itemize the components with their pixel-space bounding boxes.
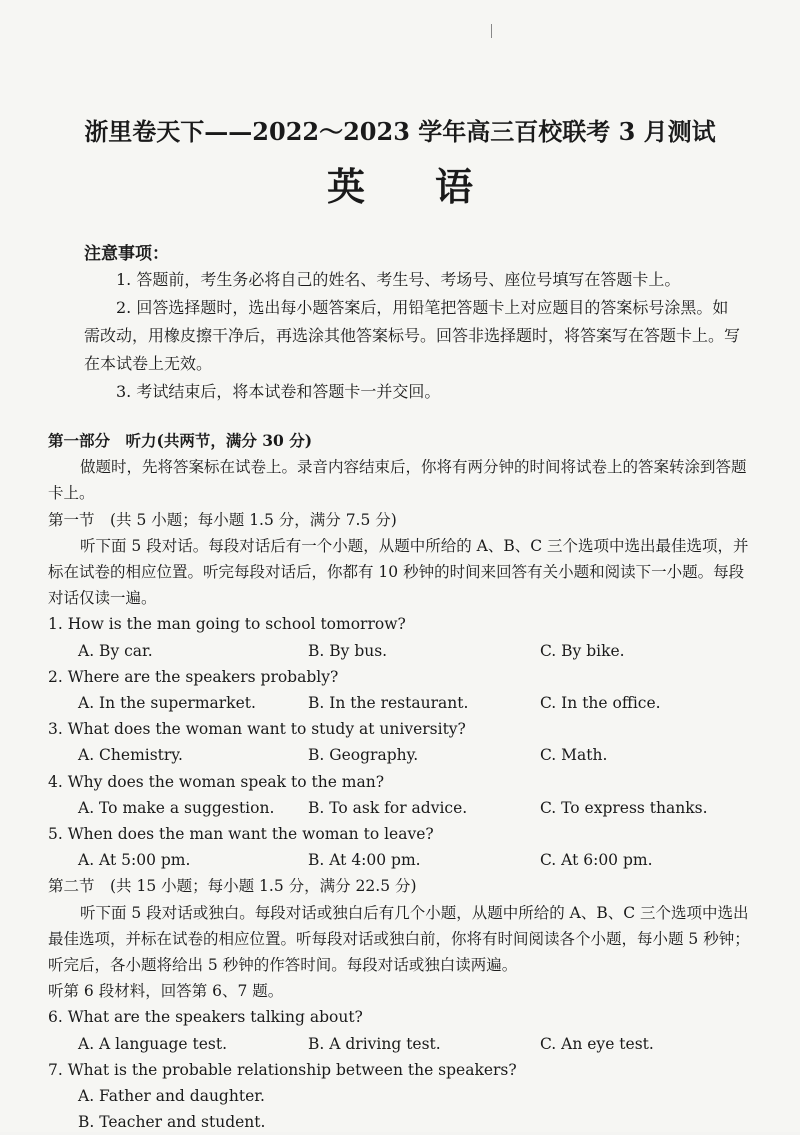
scan-mark bbox=[491, 24, 492, 38]
question-options bbox=[48, 690, 758, 716]
notes-list bbox=[84, 266, 744, 406]
question-stem: 3. What does the woman want to study at university? bbox=[48, 720, 466, 739]
option-c: C. An eye test. bbox=[540, 1034, 654, 1053]
question-options bbox=[48, 847, 758, 873]
option-a: A. By car. bbox=[78, 641, 153, 660]
question-options bbox=[48, 742, 758, 768]
question-stem: 4. Why does the woman speak to the man? bbox=[48, 772, 385, 791]
note-item: 3. 考试结束后，将本试卷和答题卡一并交回。 bbox=[116, 382, 441, 401]
subject-title: 英语 bbox=[326, 164, 543, 209]
part-intro: 做题时，先将答案标在试卷上。录音内容结束后，你将有两分钟的时间将试卷上的答案转涂到答题卡上。 bbox=[48, 458, 747, 503]
question-stem: 7. What is the probable relationship between the speakers? bbox=[48, 1060, 517, 1079]
part-heading: 第一部分 听力(共两节，满分 30 分) bbox=[48, 431, 313, 450]
option-c: C. To express thanks. bbox=[540, 798, 708, 817]
option-a: A. In the supermarket. bbox=[78, 694, 256, 713]
question-stem: 6. What are the speakers talking about? bbox=[48, 1008, 363, 1027]
question-stem: 1. How is the man going to school tomorrow? bbox=[48, 615, 406, 634]
option-b: B. To ask for advice. bbox=[308, 798, 468, 817]
option-b: B. By bus. bbox=[308, 641, 388, 660]
question-stem: 5. When does the man want the woman to leave? bbox=[48, 825, 434, 844]
option-a: A. To make a suggestion. bbox=[78, 798, 275, 817]
option-c: C. By bike. bbox=[540, 641, 625, 660]
note-item: 2. 回答选择题时，选出每小题答案后，用铅笔把答题卡上对应题目的答案标号涂黑。如需改动，用橡皮擦干净后，再选涂其他答案标号。回答非选择题时，将答案写在答题卡上。写在本试卷上无效。 bbox=[84, 298, 741, 373]
option-a: A. Father and daughter. bbox=[78, 1087, 265, 1106]
option-a: A. Chemistry. bbox=[78, 746, 183, 765]
question-stem: 2. Where are the speakers probably? bbox=[48, 667, 339, 686]
notes-heading: 注意事项： bbox=[84, 244, 169, 264]
section2-instructions: 听下面 5 段对话或独白。每段对话或独白后有几个小题，从题中所给的 A、B、C 三个选项中选出最佳选项，并标在试卷的相应位置。听每段对话或独白前，你将有时间阅读各个小题，每小题 5 秒钟；听完后，各小题将给出 5 秒钟的作答时间。每段对话或独白读两遍。 bbox=[48, 903, 750, 975]
option-a: A. A language test. bbox=[78, 1034, 228, 1053]
material-line: 听第 6 段材料，回答第 6、7 题。 bbox=[48, 982, 284, 1001]
section2-heading: 第二节 (共 15 小题；每小题 1.5 分，满分 22.5 分) bbox=[48, 877, 417, 896]
option-b: B. A driving test. bbox=[308, 1034, 441, 1053]
option-b: B. Teacher and student. bbox=[78, 1113, 266, 1132]
question-options bbox=[48, 638, 758, 664]
option-b: B. In the restaurant. bbox=[308, 694, 469, 713]
option-b: B. Geography. bbox=[308, 746, 419, 765]
listening-part bbox=[48, 428, 758, 1135]
question-options bbox=[48, 795, 758, 821]
option-c: C. At 6:00 pm. bbox=[540, 851, 653, 870]
section1-heading: 第一节 (共 5 小题；每小题 1.5 分，满分 7.5 分) bbox=[48, 510, 397, 529]
section1-instructions: 听下面 5 段对话。每段对话后有一个小题，从题中所给的 A、B、C 三个选项中选出最佳选项，并标在试卷的相应位置。听完每段对话后，你都有 10 秒钟的时间来回答有关小题和阅读下一小题。每段对话仅读一遍。 bbox=[48, 536, 749, 608]
note-item: 1. 答题前，考生务必将自己的姓名、考生号、考场号、座位号填写在答题卡上。 bbox=[116, 270, 681, 289]
option-a: A. At 5:00 pm. bbox=[78, 851, 191, 870]
exam-title: 浙里卷天下——2022～2023 学年高三百校联考 3 月测试 bbox=[84, 117, 716, 146]
option-c: C. In the office. bbox=[540, 694, 661, 713]
question-options bbox=[48, 1031, 758, 1057]
option-c: C. Math. bbox=[540, 746, 608, 765]
option-b: B. At 4:00 pm. bbox=[308, 851, 421, 870]
